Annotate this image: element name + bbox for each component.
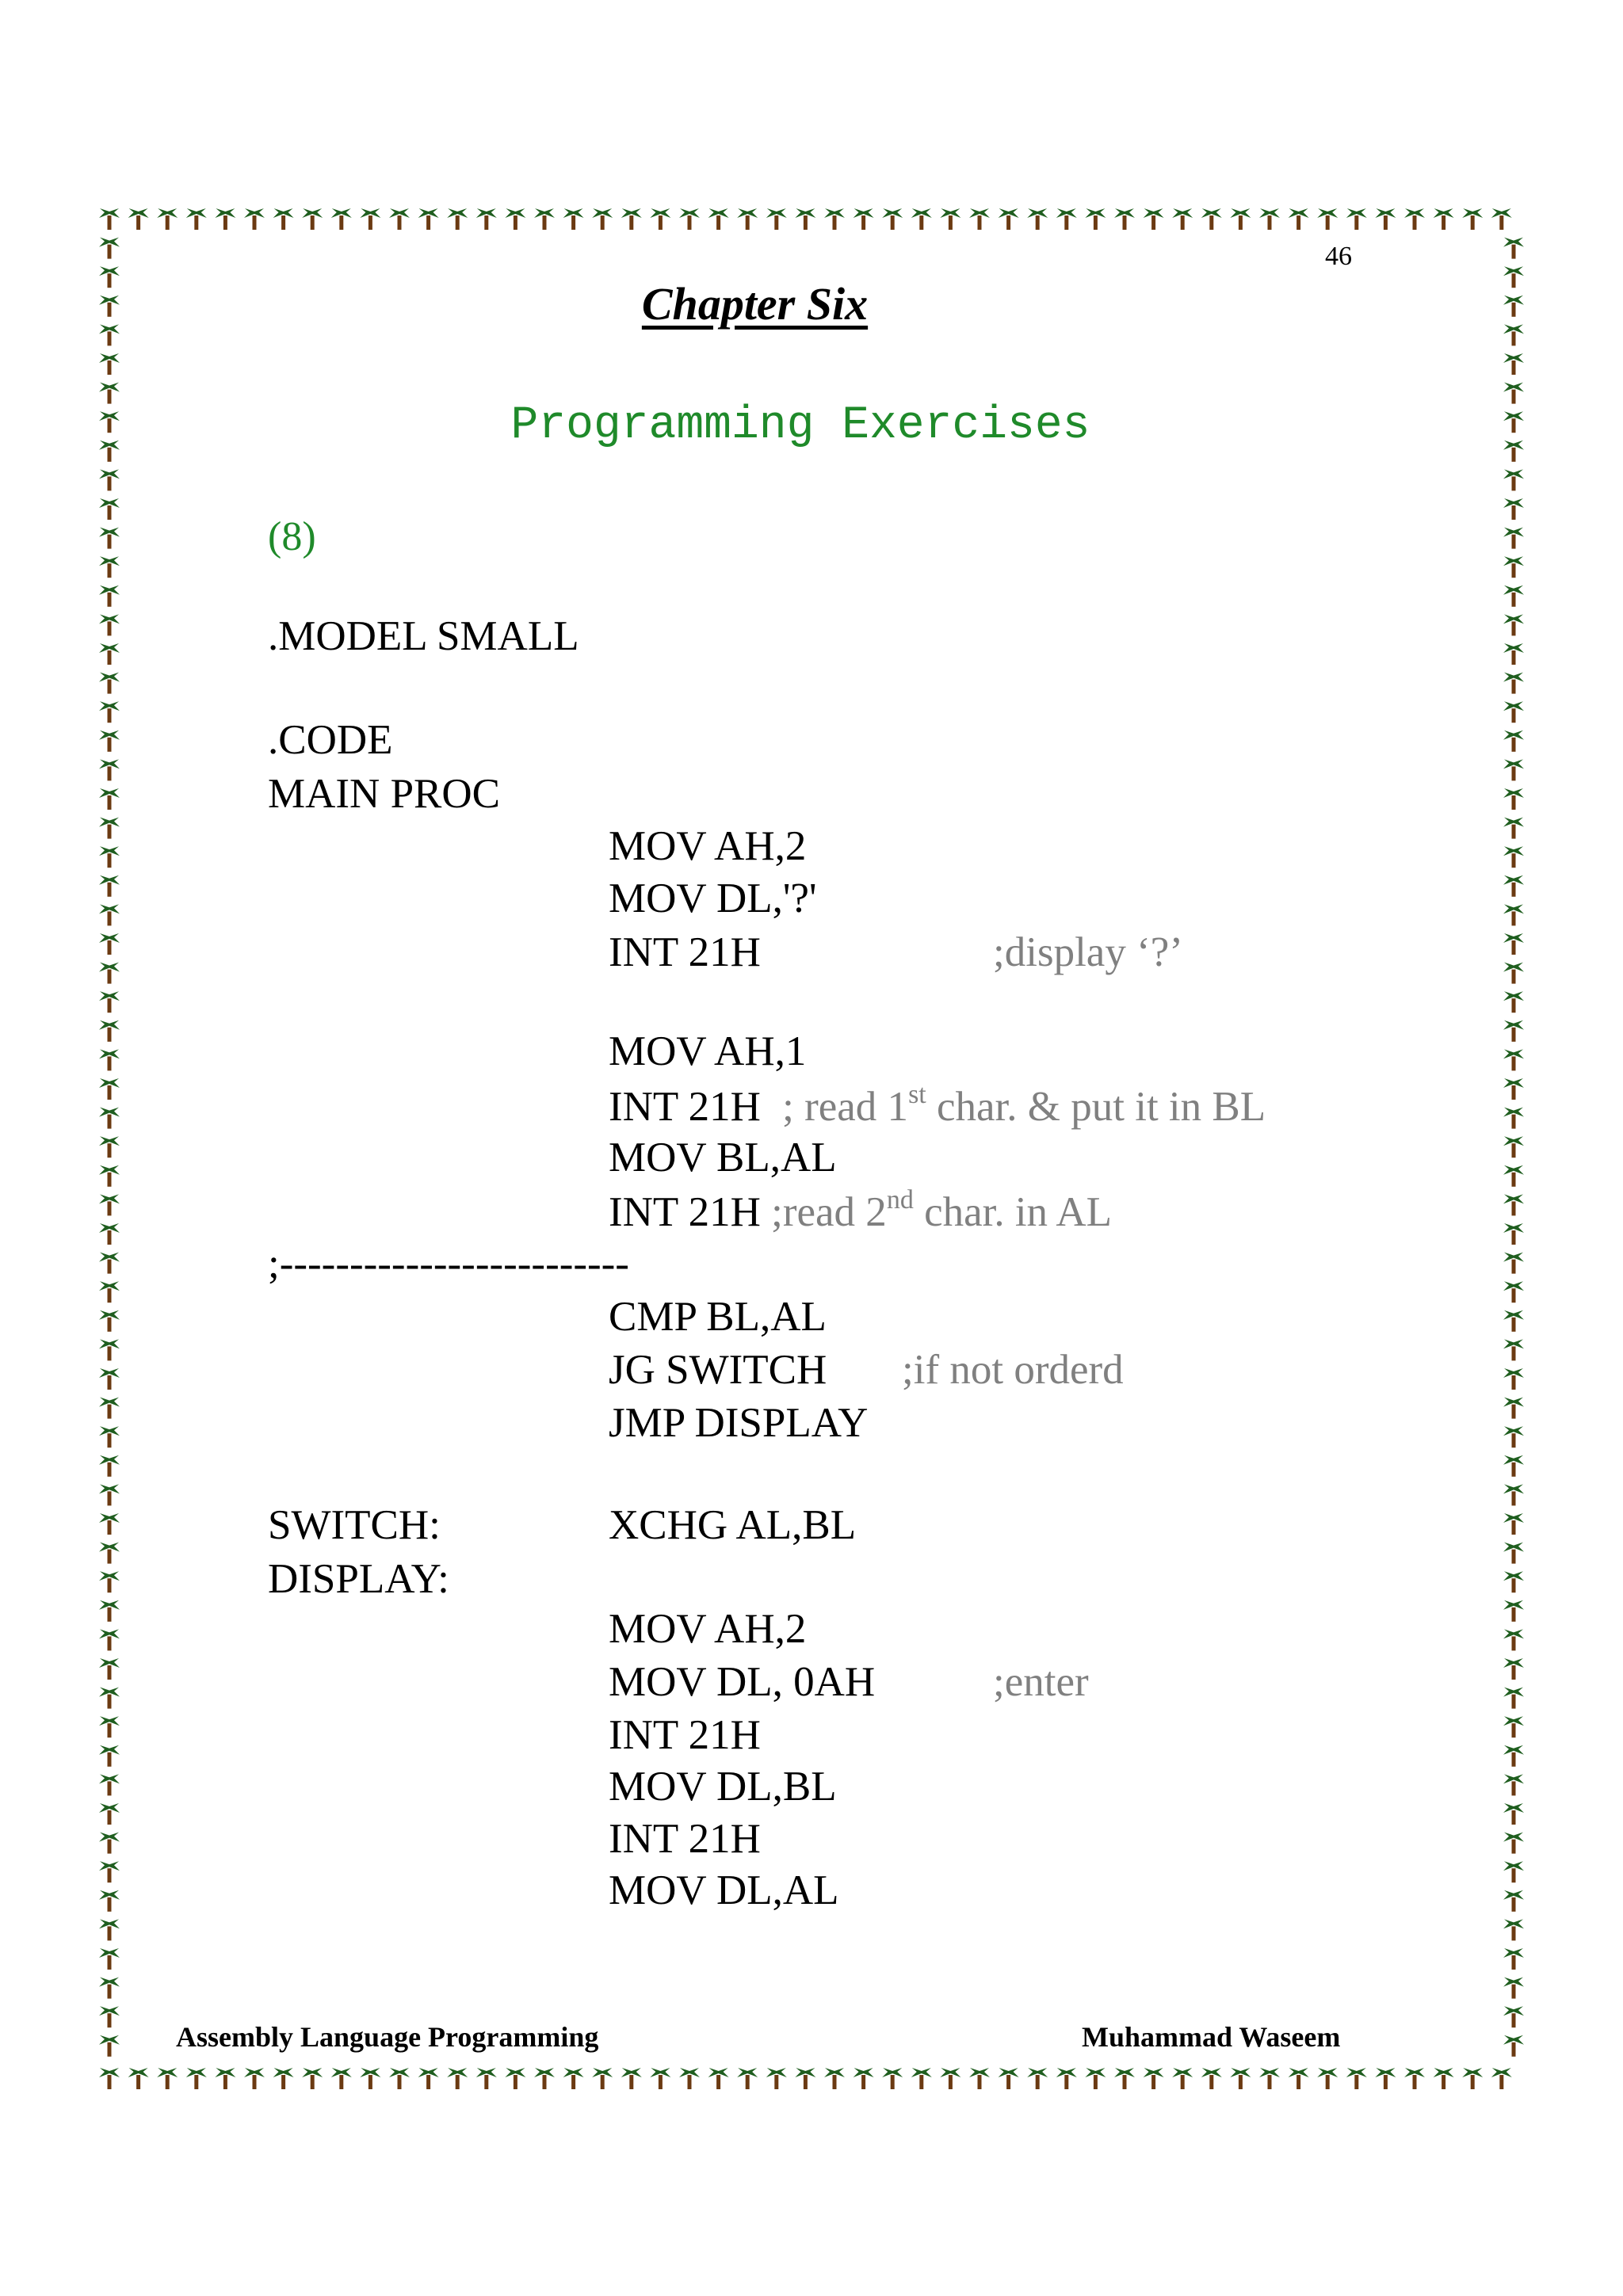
- palm-tree-icon: [99, 1774, 120, 1795]
- palm-tree-icon: [795, 208, 815, 230]
- palm-tree-icon: [1503, 1774, 1524, 1795]
- palm-tree-icon: [99, 1600, 120, 1622]
- palm-tree-icon: [1503, 730, 1524, 752]
- palm-tree-icon: [621, 208, 642, 230]
- palm-tree-icon: [273, 208, 294, 230]
- palm-tree-icon: [99, 614, 120, 635]
- palm-tree-icon: [99, 1861, 120, 1882]
- palm-tree-icon: [1503, 353, 1524, 375]
- palm-tree-icon: [824, 208, 845, 230]
- palm-tree-icon: [215, 2068, 235, 2089]
- palm-tree-icon: [99, 643, 120, 665]
- palm-tree-icon: [99, 585, 120, 607]
- palm-tree-icon: [592, 208, 613, 230]
- palm-tree-icon: [99, 701, 120, 723]
- palm-tree-icon: [1503, 1543, 1524, 1564]
- code-line: JMP DISPLAY: [609, 1400, 869, 1446]
- code-line: MOV DL,'?': [609, 875, 817, 921]
- palm-tree-icon: [99, 353, 120, 375]
- palm-tree-icon: [99, 1108, 120, 1129]
- palm-tree-icon: [854, 2068, 874, 2089]
- palm-tree-icon: [1503, 1890, 1524, 1912]
- palm-tree-icon: [418, 2068, 439, 2089]
- palm-tree-icon: [1503, 556, 1524, 578]
- code-label: DISPLAY:: [268, 1556, 449, 1602]
- palm-tree-icon: [99, 1745, 120, 1767]
- palm-tree-icon: [1230, 2068, 1251, 2089]
- palm-tree-icon: [1503, 1253, 1524, 1274]
- palm-tree-icon: [1503, 1049, 1524, 1070]
- palm-tree-icon: [99, 1948, 120, 1970]
- code-comment: [771, 1185, 1113, 1235]
- code-line: CMP BL,AL: [609, 1294, 827, 1340]
- superscript: st: [908, 1080, 926, 1109]
- palm-tree-icon: [447, 208, 468, 230]
- palm-tree-icon: [99, 818, 120, 839]
- code-line: [609, 1185, 1113, 1236]
- palm-tree-icon: [99, 2068, 120, 2089]
- superscript: nd: [886, 1185, 914, 1215]
- palm-tree-icon: [476, 208, 497, 230]
- palm-tree-icon: [795, 2068, 815, 2089]
- palm-tree-icon: [99, 1020, 120, 1042]
- palm-tree-icon: [1289, 2068, 1309, 2089]
- palm-tree-icon: [940, 2068, 960, 2089]
- palm-tree-icon: [128, 2068, 149, 2089]
- palm-tree-icon: [99, 1890, 120, 1912]
- palm-tree-icon: [99, 1194, 120, 1215]
- code-comment: [782, 1080, 1266, 1130]
- comment-text: char. in AL: [913, 1189, 1113, 1235]
- palm-tree-icon: [911, 208, 932, 230]
- palm-tree-icon: [186, 2068, 207, 2089]
- code-instruction: INT 21H: [609, 1189, 761, 1235]
- separator-line: ;-------------------------: [268, 1241, 629, 1287]
- palm-tree-icon: [1503, 1484, 1524, 1505]
- palm-tree-icon: [999, 2068, 1019, 2089]
- palm-tree-icon: [99, 875, 120, 897]
- palm-tree-icon: [1317, 2068, 1338, 2089]
- palm-tree-icon: [1317, 208, 1338, 230]
- comment-text: char. & put it in BL: [926, 1084, 1266, 1130]
- palm-tree-icon: [824, 2068, 845, 2089]
- exercise-number: (8): [268, 514, 316, 559]
- palm-tree-icon: [1503, 1078, 1524, 1100]
- palm-tree-icon: [1503, 1398, 1524, 1419]
- palm-tree-icon: [1503, 673, 1524, 694]
- palm-tree-icon: [737, 2068, 758, 2089]
- palm-tree-icon: [99, 933, 120, 955]
- palm-tree-icon: [157, 2068, 178, 2089]
- palm-tree-icon: [99, 730, 120, 752]
- palm-tree-icon: [592, 2068, 613, 2089]
- palm-tree-icon: [99, 1455, 120, 1477]
- palm-tree-icon: [1503, 788, 1524, 810]
- code-line: INT 21H: [609, 929, 761, 975]
- palm-tree-icon: [1503, 1688, 1524, 1709]
- palm-tree-icon: [1503, 963, 1524, 984]
- palm-tree-icon: [1503, 1368, 1524, 1390]
- palm-tree-icon: [99, 1253, 120, 1274]
- footer-left: Assembly Language Programming: [176, 2021, 599, 2053]
- code-comment: ;if not orderd: [902, 1347, 1124, 1393]
- palm-tree-icon: [99, 528, 120, 549]
- palm-tree-icon: [99, 1688, 120, 1709]
- comment-text: ;read 2: [771, 1189, 887, 1235]
- palm-tree-icon: [1375, 208, 1396, 230]
- code-comment: ;display ‘?’: [993, 929, 1183, 975]
- palm-tree-icon: [99, 1629, 120, 1650]
- code-line: MOV AH,2: [609, 1606, 807, 1652]
- palm-tree-icon: [1434, 208, 1454, 230]
- palm-tree-icon: [186, 208, 207, 230]
- palm-tree-icon: [99, 1398, 120, 1419]
- palm-tree-icon: [1346, 2068, 1367, 2089]
- palm-tree-icon: [99, 1833, 120, 1854]
- palm-tree-icon: [911, 2068, 932, 2089]
- palm-tree-icon: [1503, 1223, 1524, 1245]
- palm-tree-icon: [1289, 208, 1309, 230]
- palm-tree-icon: [679, 2068, 700, 2089]
- code-line: INT 21H: [609, 1712, 761, 1758]
- palm-tree-icon: [99, 2035, 120, 2057]
- palm-tree-icon: [99, 1339, 120, 1360]
- palm-tree-icon: [1503, 1833, 1524, 1854]
- code-instruction: INT 21H: [609, 1084, 761, 1130]
- palm-tree-icon: [389, 208, 410, 230]
- palm-tree-icon: [1462, 2068, 1483, 2089]
- section-title: Programming Exercises: [510, 400, 1090, 452]
- palm-tree-icon: [1503, 1716, 1524, 1737]
- palm-tree-icon: [418, 208, 439, 230]
- palm-tree-icon: [1503, 1136, 1524, 1158]
- palm-tree-icon: [534, 2068, 555, 2089]
- palm-tree-icon: [302, 2068, 323, 2089]
- palm-tree-icon: [331, 2068, 352, 2089]
- palm-tree-icon: [1259, 2068, 1280, 2089]
- palm-tree-icon: [1503, 528, 1524, 549]
- palm-tree-icon: [1503, 1281, 1524, 1302]
- palm-tree-icon: [650, 208, 670, 230]
- palm-tree-icon: [99, 1978, 120, 1999]
- palm-tree-icon: [766, 2068, 787, 2089]
- palm-tree-icon: [1503, 469, 1524, 490]
- palm-tree-icon: [99, 1716, 120, 1737]
- palm-tree-icon: [1491, 208, 1512, 230]
- palm-tree-icon: [882, 2068, 903, 2089]
- palm-tree-icon: [99, 2006, 120, 2027]
- palm-tree-icon: [99, 1078, 120, 1100]
- palm-tree-icon: [969, 2068, 990, 2089]
- palm-tree-icon: [621, 2068, 642, 2089]
- palm-tree-icon: [1503, 2006, 1524, 2027]
- palm-tree-icon: [1503, 904, 1524, 925]
- palm-tree-icon: [1201, 2068, 1222, 2089]
- page-number: 46: [1325, 242, 1352, 271]
- palm-tree-icon: [1434, 2068, 1454, 2089]
- palm-tree-icon: [99, 1658, 120, 1680]
- palm-tree-icon: [505, 208, 525, 230]
- code-line: MOV DL,AL: [609, 1867, 839, 1913]
- palm-tree-icon: [1503, 614, 1524, 635]
- palm-tree-icon: [157, 208, 178, 230]
- palm-tree-icon: [99, 1281, 120, 1302]
- palm-tree-icon: [99, 238, 120, 259]
- code-comment: ;enter: [993, 1659, 1089, 1705]
- palm-tree-icon: [1503, 701, 1524, 723]
- palm-tree-icon: [1503, 1310, 1524, 1332]
- palm-tree-icon: [244, 208, 265, 230]
- code-line: MOV BL,AL: [609, 1135, 837, 1180]
- palm-tree-icon: [1503, 759, 1524, 780]
- palm-tree-icon: [1027, 208, 1048, 230]
- palm-tree-icon: [1503, 1948, 1524, 1970]
- palm-tree-icon: [302, 208, 323, 230]
- palm-tree-icon: [128, 208, 149, 230]
- palm-tree-icon: [1114, 208, 1135, 230]
- palm-tree-icon: [940, 208, 960, 230]
- palm-tree-icon: [1346, 208, 1367, 230]
- chapter-title: Chapter Six: [641, 278, 869, 330]
- palm-tree-icon: [273, 2068, 294, 2089]
- palm-tree-icon: [563, 208, 584, 230]
- palm-tree-icon: [99, 208, 120, 230]
- code-line: MOV AH,2: [609, 823, 807, 869]
- palm-tree-icon: [737, 208, 758, 230]
- palm-tree-icon: [854, 208, 874, 230]
- palm-tree-icon: [882, 208, 903, 230]
- palm-tree-icon: [1503, 1919, 1524, 1940]
- palm-tree-icon: [1172, 208, 1193, 230]
- palm-tree-icon: [1085, 208, 1106, 230]
- palm-tree-icon: [1491, 2068, 1512, 2089]
- palm-tree-icon: [215, 208, 235, 230]
- palm-tree-icon: [1503, 1803, 1524, 1825]
- palm-tree-icon: [1503, 1194, 1524, 1215]
- comment-text: ; read 1: [782, 1084, 909, 1130]
- palm-tree-icon: [244, 2068, 265, 2089]
- palm-tree-icon: [1503, 1513, 1524, 1535]
- palm-tree-icon: [1056, 208, 1077, 230]
- palm-tree-icon: [1503, 498, 1524, 520]
- palm-tree-icon: [679, 208, 700, 230]
- palm-tree-icon: [99, 1368, 120, 1390]
- palm-tree-icon: [1375, 2068, 1396, 2089]
- palm-tree-icon: [99, 498, 120, 520]
- palm-tree-icon: [1503, 933, 1524, 955]
- palm-tree-icon: [1085, 2068, 1106, 2089]
- palm-tree-icon: [969, 208, 990, 230]
- palm-tree-icon: [99, 1803, 120, 1825]
- palm-tree-icon: [1201, 208, 1222, 230]
- code-line: .CODE: [268, 717, 393, 763]
- palm-tree-icon: [99, 1513, 120, 1535]
- palm-tree-icon: [1027, 2068, 1048, 2089]
- palm-tree-icon: [1503, 818, 1524, 839]
- palm-tree-icon: [1230, 208, 1251, 230]
- palm-tree-icon: [1503, 1629, 1524, 1650]
- palm-tree-icon: [99, 1426, 120, 1447]
- palm-tree-icon: [1503, 1108, 1524, 1129]
- palm-tree-icon: [1503, 875, 1524, 897]
- palm-tree-icon: [1144, 208, 1164, 230]
- palm-tree-icon: [99, 1484, 120, 1505]
- palm-tree-icon: [708, 2068, 729, 2089]
- palm-tree-icon: [389, 2068, 410, 2089]
- palm-tree-icon: [1503, 1339, 1524, 1360]
- palm-tree-icon: [99, 1919, 120, 1940]
- palm-tree-icon: [99, 963, 120, 984]
- palm-tree-icon: [447, 2068, 468, 2089]
- palm-tree-icon: [99, 1223, 120, 1245]
- code-line: JG SWITCH: [609, 1347, 827, 1393]
- palm-tree-icon: [1503, 1861, 1524, 1882]
- code-line: INT 21H: [609, 1816, 761, 1862]
- palm-tree-icon: [1404, 2068, 1425, 2089]
- palm-tree-icon: [99, 1310, 120, 1332]
- palm-tree-icon: [99, 1571, 120, 1592]
- palm-tree-icon: [99, 1049, 120, 1070]
- palm-tree-icon: [99, 469, 120, 490]
- palm-tree-icon: [99, 1165, 120, 1187]
- palm-tree-icon: [1114, 2068, 1135, 2089]
- palm-tree-icon: [476, 2068, 497, 2089]
- palm-tree-icon: [331, 208, 352, 230]
- code-line: MAIN PROC: [268, 771, 501, 817]
- palm-tree-icon: [99, 904, 120, 925]
- palm-tree-icon: [99, 846, 120, 868]
- palm-tree-icon: [360, 208, 380, 230]
- palm-tree-icon: [1503, 238, 1524, 259]
- palm-tree-icon: [1503, 991, 1524, 1013]
- palm-tree-icon: [99, 991, 120, 1013]
- palm-tree-icon: [1503, 1426, 1524, 1447]
- palm-tree-icon: [563, 2068, 584, 2089]
- code-line: MOV DL,BL: [609, 1764, 837, 1810]
- palm-tree-icon: [1259, 208, 1280, 230]
- palm-tree-icon: [708, 208, 729, 230]
- palm-tree-icon: [1503, 585, 1524, 607]
- palm-tree-icon: [1503, 1455, 1524, 1477]
- palm-tree-icon: [505, 2068, 525, 2089]
- palm-tree-icon: [1503, 1020, 1524, 1042]
- code-line: .MODEL SMALL: [268, 613, 579, 659]
- palm-tree-icon: [1503, 1165, 1524, 1187]
- palm-tree-icon: [1503, 1658, 1524, 1680]
- palm-tree-icon: [650, 2068, 670, 2089]
- palm-tree-icon: [99, 556, 120, 578]
- code-line: XCHG AL,BL: [609, 1502, 857, 1548]
- palm-tree-icon: [1172, 2068, 1193, 2089]
- palm-tree-icon: [1503, 846, 1524, 868]
- palm-tree-icon: [1503, 1978, 1524, 1999]
- palm-tree-icon: [1503, 1600, 1524, 1622]
- palm-tree-icon: [99, 788, 120, 810]
- palm-tree-icon: [1144, 2068, 1164, 2089]
- palm-tree-icon: [360, 2068, 380, 2089]
- code-line: [609, 1080, 1266, 1131]
- code-label: SWITCH:: [268, 1502, 441, 1548]
- footer-right: Muhammad Waseem: [1082, 2021, 1341, 2053]
- palm-tree-icon: [99, 673, 120, 694]
- code-line: MOV AH,1: [609, 1028, 807, 1074]
- palm-tree-icon: [99, 759, 120, 780]
- palm-tree-icon: [1462, 208, 1483, 230]
- palm-tree-icon: [1503, 2035, 1524, 2057]
- palm-tree-icon: [99, 1136, 120, 1158]
- palm-tree-icon: [1503, 1745, 1524, 1767]
- palm-tree-icon: [1404, 208, 1425, 230]
- palm-tree-icon: [999, 208, 1019, 230]
- code-line: MOV DL, 0AH: [609, 1659, 876, 1705]
- palm-tree-icon: [766, 208, 787, 230]
- palm-tree-icon: [1503, 1571, 1524, 1592]
- palm-tree-icon: [1503, 643, 1524, 665]
- palm-tree-icon: [99, 1543, 120, 1564]
- palm-tree-icon: [1056, 2068, 1077, 2089]
- palm-tree-icon: [534, 208, 555, 230]
